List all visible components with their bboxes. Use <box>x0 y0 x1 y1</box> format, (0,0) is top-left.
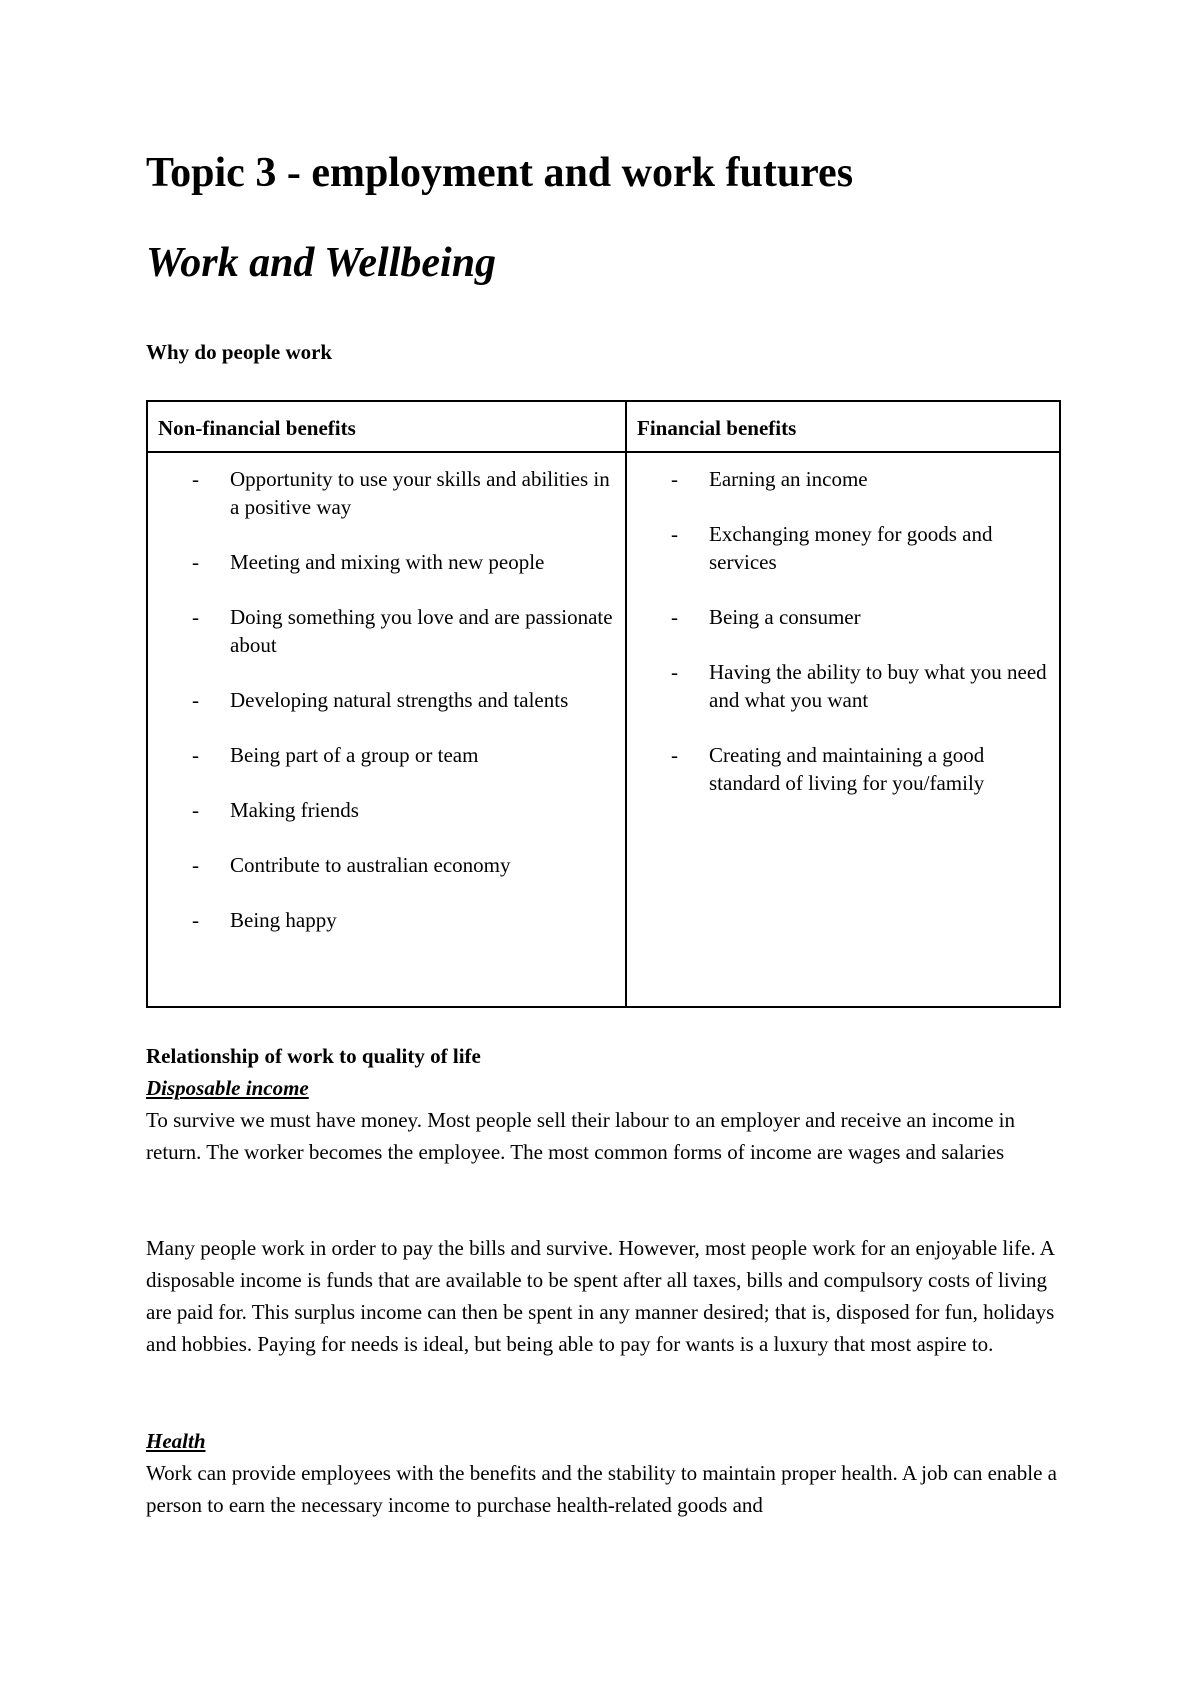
list-item <box>158 906 615 934</box>
table-row <box>147 452 1060 1007</box>
dash-bullet: - <box>671 522 678 546</box>
list-item-text: Making friends <box>230 798 359 822</box>
dash-bullet: - <box>671 467 678 491</box>
dash-bullet: - <box>671 743 678 767</box>
list-item <box>637 520 1049 576</box>
list-item-text: Being happy <box>230 908 337 932</box>
list-item <box>158 741 615 769</box>
benefits-table <box>146 400 1061 1008</box>
dash-bullet: - <box>192 908 199 932</box>
dash-bullet: - <box>192 605 199 629</box>
page-title: Topic 3 - employment and work futures <box>146 150 854 196</box>
dash-bullet: - <box>192 743 199 767</box>
list-item-text: Earning an income <box>709 467 868 491</box>
list-item <box>158 465 615 521</box>
non-financial-header: Non-financial benefits <box>147 401 626 452</box>
dash-bullet: - <box>192 853 199 877</box>
financial-cell <box>626 452 1060 1007</box>
list-item <box>637 465 1049 493</box>
list-item-text: Meeting and mixing with new people <box>230 550 545 574</box>
list-item <box>637 658 1049 714</box>
disposable-income-paragraph-2: Many people work in order to pay the bills and survive. However, most people work for an enjoyable life. A disposable income is funds that are available to be spent after all taxes, bills and compulsory costs of living are paid for. This surplus income can then be spent in any manner desired; that is, disposed for fun, holidays and hobbies. Paying for needs is ideal, but being able to pay for wants is a luxury that most aspire to. <box>146 1236 1055 1356</box>
list-item <box>637 741 1049 797</box>
list-item-text: Doing something you love and are passionate about <box>230 605 613 657</box>
relationship-heading: Relationship of work to quality of life <box>146 1044 481 1068</box>
dash-bullet: - <box>192 688 199 712</box>
list-item <box>158 686 615 714</box>
list-item-text: Opportunity to use your skills and abilities in a positive way <box>230 467 610 519</box>
list-item-text: Having the ability to buy what you need and what you want <box>709 660 1047 712</box>
dash-bullet: - <box>671 605 678 629</box>
list-item-text: Contribute to australian economy <box>230 853 511 877</box>
table-header-row <box>147 401 1060 452</box>
disposable-income-paragraph-1: To survive we must have money. Most people sell their labour to an employer and receive an income in return. The worker becomes the employee. The most common forms of income are wages and salaries <box>146 1108 1015 1164</box>
list-item-text: Creating and maintaining a good standard of living for you/family <box>709 743 985 795</box>
dash-bullet: - <box>192 798 199 822</box>
non-financial-cell <box>147 452 626 1007</box>
health-paragraph: Work can provide employees with the benefits and the stability to maintain proper health. A job can enable a person to earn the necessary income to purchase health-related goods and <box>146 1461 1057 1517</box>
list-item-text: Exchanging money for goods and services <box>709 522 993 574</box>
list-item-text: Being a consumer <box>709 605 861 629</box>
financial-header: Financial benefits <box>626 401 1060 452</box>
list-item-text: Being part of a group or team <box>230 743 479 767</box>
list-item <box>637 603 1049 631</box>
list-item <box>158 796 615 824</box>
page-subtitle: Work and Wellbeing <box>146 240 497 286</box>
disposable-income-heading: Disposable income <box>146 1076 309 1100</box>
financial-list <box>637 465 1049 797</box>
list-item <box>158 548 615 576</box>
dash-bullet: - <box>192 467 199 491</box>
list-item-text: Developing natural strengths and talents <box>230 688 569 712</box>
list-item <box>158 603 615 659</box>
non-financial-list <box>158 465 615 934</box>
health-heading: Health <box>146 1429 206 1453</box>
why-heading: Why do people work <box>146 340 333 364</box>
dash-bullet: - <box>192 550 199 574</box>
dash-bullet: - <box>671 660 678 684</box>
list-item <box>158 851 615 879</box>
